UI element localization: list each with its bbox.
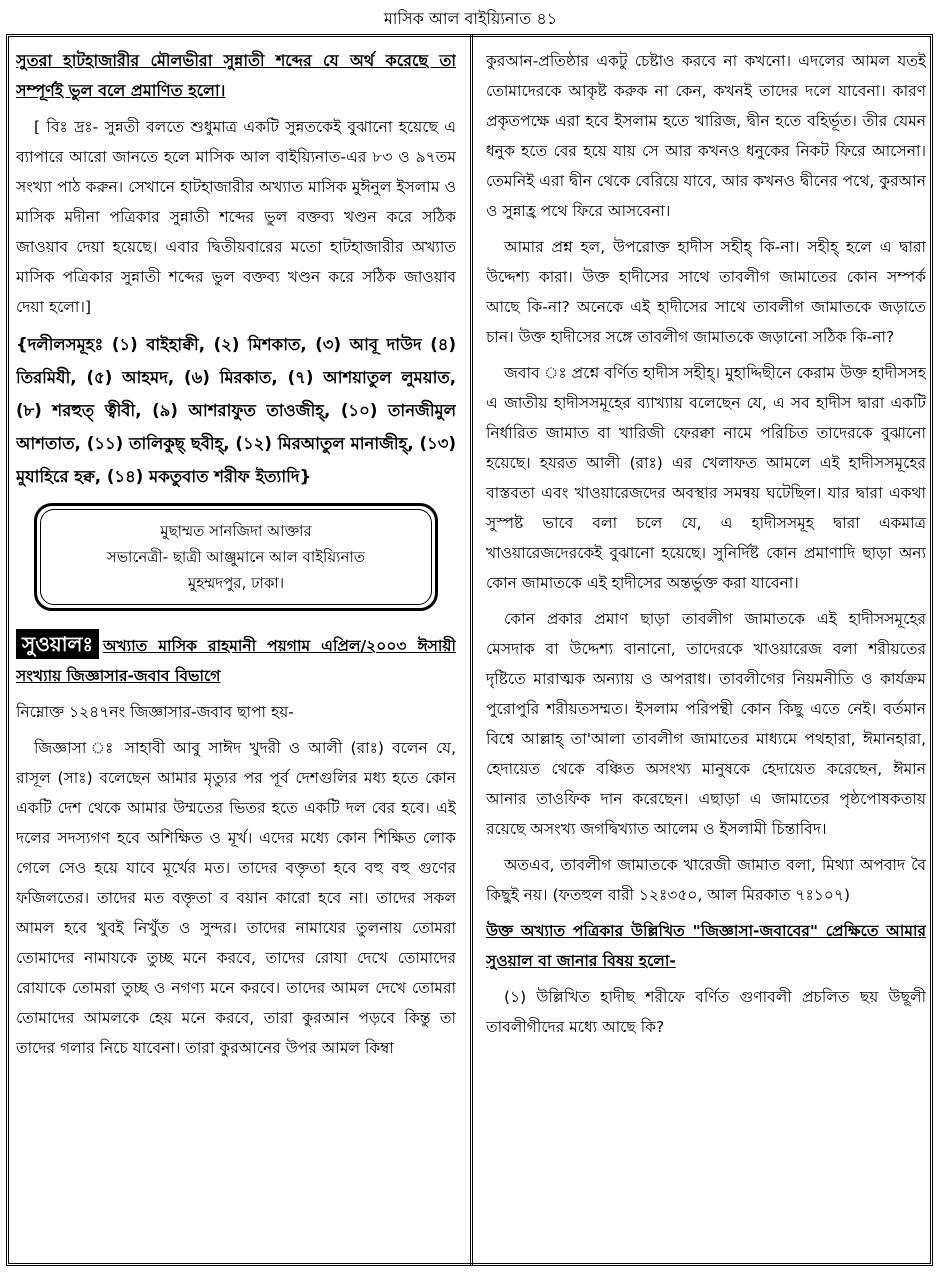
question-heading: অখ্যাত মাসিক রাহমানী পয়গাম এপ্রিল/২০০৩ ঈসায়ী সংখ্যায় জিজ্ঞাসার-জবাব বিভাগে — [16, 637, 456, 685]
argument-paragraph: কোন প্রকার প্রমাণ ছাড়া তাবলীগ জামাতকে এই হাদীসসমূহের মেসদাক বা উদ্দেশ্য বানানো, তাদেরকে খাওয়ারেজ বলা শরীয়তের দৃষ্টিতে মারাত্মক অন্যায় ও অপরাধ। তাবলীগের নিয়মনীতি ও কার্যক্রম পুরোপুরি শরীয়তসম্মত। ইসলাম পরিপন্থী কোন কিছু এতে নেই। বর্তমান বিশ্বে আল্লাহ্ তা'আলা তাবলীগ জামাতের মাধ্যমে পথহারা, ঈমানহারা, হেদায়েত থেকে বঞ্চিত অসংখ্য মানুষকে হেদায়েত করেছেন, ঈমান আনার তাওফিক দান করেছেন। এছাড়া এ জামাতের পৃষ্ঠপোষকতায় রয়েছে অসংখ্য জগদ্বিখ্যাত আলেম ও ইসলামী চিন্তাবিদ। — [486, 610, 926, 838]
question-paragraph: আমার প্রশ্ন হল, উপরোক্ত হাদীস সহীহ্ কি-না। সহীহ্ হলে এ দ্বারা উদ্দেশ্য কারা। উক্ত হাদীসের সাথে তাবলীগ জামাতের কোন সম্পর্ক আছে কি-না? অনেকে এই হাদীসের সাথে তাবলীগ জামাতকে জড়াতে চান। উক্ত হাদীসের সঙ্গে তাবলীগ জামাতকে জড়ানো সঠিক কি-না? — [486, 238, 926, 346]
author-title: সভানেত্রী- ছাত্রী আঞ্জুমানে আল বাইয়্যিনাত — [106, 548, 366, 566]
question-item-1: (১) উল্লিখিত হাদীছ শরীফে বর্ণিত গুণাবলী প্রচলিত ছয় উছূলী তাবলীগীদের মধ্যে আছে কি? — [486, 988, 926, 1036]
jiggasa-text: জিজ্ঞাসা ঃ সাহাবী আবু সাঈদ খুদরী ও আলী (রাঃ) বলেন যে, রাসূল (সাঃ) বলেছেন আমার মৃত্যুর পর পূর্ব দেশগুলির মধ্য হতে কোন একটি দেশ থেকে আমার উম্মতের ভিতর হতে একটি দল বের হবে। এই দলের সদস্যগণ হবে অশিক্ষিত ও মূর্খ। এদের মধ্যে কোন শিক্ষিত লোক গেলে সেও হয়ে যাবে মূর্খের মত। তাদের বক্তৃতা হবে বহু বহু গুণের ফজিলতের। তাদের মত বক্তৃতা ব বয়ান কারো হবে না। তাদের সকল আমল হবে খুবই নিখুঁত ও সুন্দর। তাদের নামাযের তুলনায় তোমরা তোমাদের নামাযকে তুচ্ছ মনে করবে, তাদের রোযা দেখে তোমাদের রোযাকে তোমরা তুচ্ছ ও নগণ্য মনে করবে। তাদের আমল দেখে তোমরা তোমাদের আমলকে হেয় মনে করবে, তারা কুরআন পড়বে কিন্তু তা তাদের গলার নিচে যাবেনা। তারা কুরআনের উপর আমল কিম্বা — [16, 739, 456, 1057]
editor-note: [ বিঃ দ্রঃ- সুন্নতী বলতে শুধুমাত্র একটি সুন্নতকেই বুঝানো হয়েছে এ ব্যাপারে আরো জানতে হলে মাসিক আল বাইয়্যিনাত-এর ৮৩ ও ৯৭তম সংখ্যা পাঠ করুন। সেখানে হাটহাজারীর অখ্যাত মাসিক মুঈনুল ইসলাম ও মাসিক মদীনা পত্রিকার সুন্নাতী শব্দের ভুল বক্তব্য খণ্ডন করে সঠিক জাওয়াব দেয়া হয়েছে। এবার দ্বিতীয়বারের মতো হাটহাজারীর অখ্যাত মাসিক পত্রিকার সুন্নাতী শব্দের ভুল বক্তব্য খণ্ডন করে সঠিক জাওয়াব দেয়া হলো।] — [16, 118, 456, 316]
author-name: মুছাম্মত সানজিদা আক্তার — [160, 522, 312, 540]
subject-heading: উক্ত অখ্যাত পত্রিকার উল্লিখিত "জিজ্ঞাসা-জবাবের" প্রেক্ষিতে আমার সুওয়াল বা জানার বিষয় হলো- — [486, 922, 926, 970]
intro-heading: সুতরা হাটহাজারীর মৌলভীরা সুন্নাতী শব্দের যে অর্থ করেছে তা সম্পূর্ণই ভুল বলে প্রমাণিত হলো। — [16, 51, 456, 100]
author-location: মুহম্মদপুর, ঢাকা। — [187, 574, 285, 592]
author-box — [34, 503, 438, 611]
evidence-list: {দলীলসমূহঃ (১) বাইহাক্বী, (২) মিশকাত, (৩) আবূ দাউদ (৪) তিরমিযী, (৫) আহমদ, (৬) মিরকাত, (৭) আশয়াতুল লুময়াত, (৮) শরহুত্ ত্বীবী, (৯) আশরাফুত তাওজীহ্, (১০) তানজীমুল আশতাত, (১১) তালিকুছ্ ছবীহ্, (১২) মিরআতুল মানাজীহ্, (১৩) মুযাহিরে হক্ব, (১৪) মকতুবাত শরীফ ইত্যাদি} — [16, 335, 456, 486]
question-sub: নিম্নোক্ত ১২৪৭নং জিজ্ঞাসার-জবাব ছাপা হয়- — [16, 703, 294, 721]
column-divider — [470, 34, 473, 1266]
question-label: সুওয়ালঃ — [16, 629, 99, 659]
conclusion-paragraph: অতএব, তাবলীগ জামাতকে খারেজী জামাত বলা, মিথ্যা অপবাদ বৈ কিছুই নয়। (ফতহুল বারী ১২ঃ৩৫০, আল মিরকাত ৭ঃ১০৭) — [486, 856, 926, 904]
left-column — [16, 46, 456, 1258]
continued-text: কুরআন-প্রতিষ্ঠার একটু চেষ্টাও করবে না কখনো। এদলের আমল যতই তোমাদেরকে আকৃষ্ট করুক না কেন, কখনই তাদের দলে যাবেনা। কারণ প্রকৃতপক্ষে এরা হবে ইসলাম হতে খারিজ, দ্বীন হতে বহির্ভূত। তীর যেমন ধনুক হতে বের হয়ে যায় সে আর কখনও ধনুকের নিকট ফিরে আসেনা। তেমনিই এরা দ্বীন থেকে বেরিয়ে যাবে, আর কখনও দ্বীনের পথে, কুরআন ও সুন্নাহ্র পথে ফিরে আসবেনা। — [486, 52, 926, 220]
question-intro — [16, 629, 456, 691]
running-header: মাসিক আল বাইয়্যিনাত ৪১ — [383, 9, 558, 28]
answer-paragraph: জবাব ঃ প্রশ্নে বর্ণিত হাদীস সহীহ্। মুহাদ্দিছীনে কেরাম উক্ত হাদীসসহ এ জাতীয় হাদীসসমূহের ব্যাখ্যায় বলেছেন যে, এ সব হাদীস দ্বারা একটি নির্ধারিত জামাত বা খারিজী ফেরক্বা নামে পরিচিত তাদেরকে বুঝানো হয়েছে। হযরত আলী (রাঃ) এর খেলাফত আমলে এই হাদীসসমূহের বাস্তবতা এবং খাওয়ারেজদের অবস্থার সমন্বয় ঘটেছিল। যার দ্বারা একথা সুস্পষ্ট ভাবে বলা চলে যে, এ হাদীসসমূহ দ্বারা একমাত্র খাওয়ারেজদেরকেই বুঝানো হয়েছে। সুনির্দিষ্ট কোন প্রমাণাদি ছাড়া অন্য কোন জামাতকে এই হাদীসের অন্তর্ভুক্ত করা যাবেনা। — [486, 364, 926, 592]
right-column — [486, 46, 926, 1258]
